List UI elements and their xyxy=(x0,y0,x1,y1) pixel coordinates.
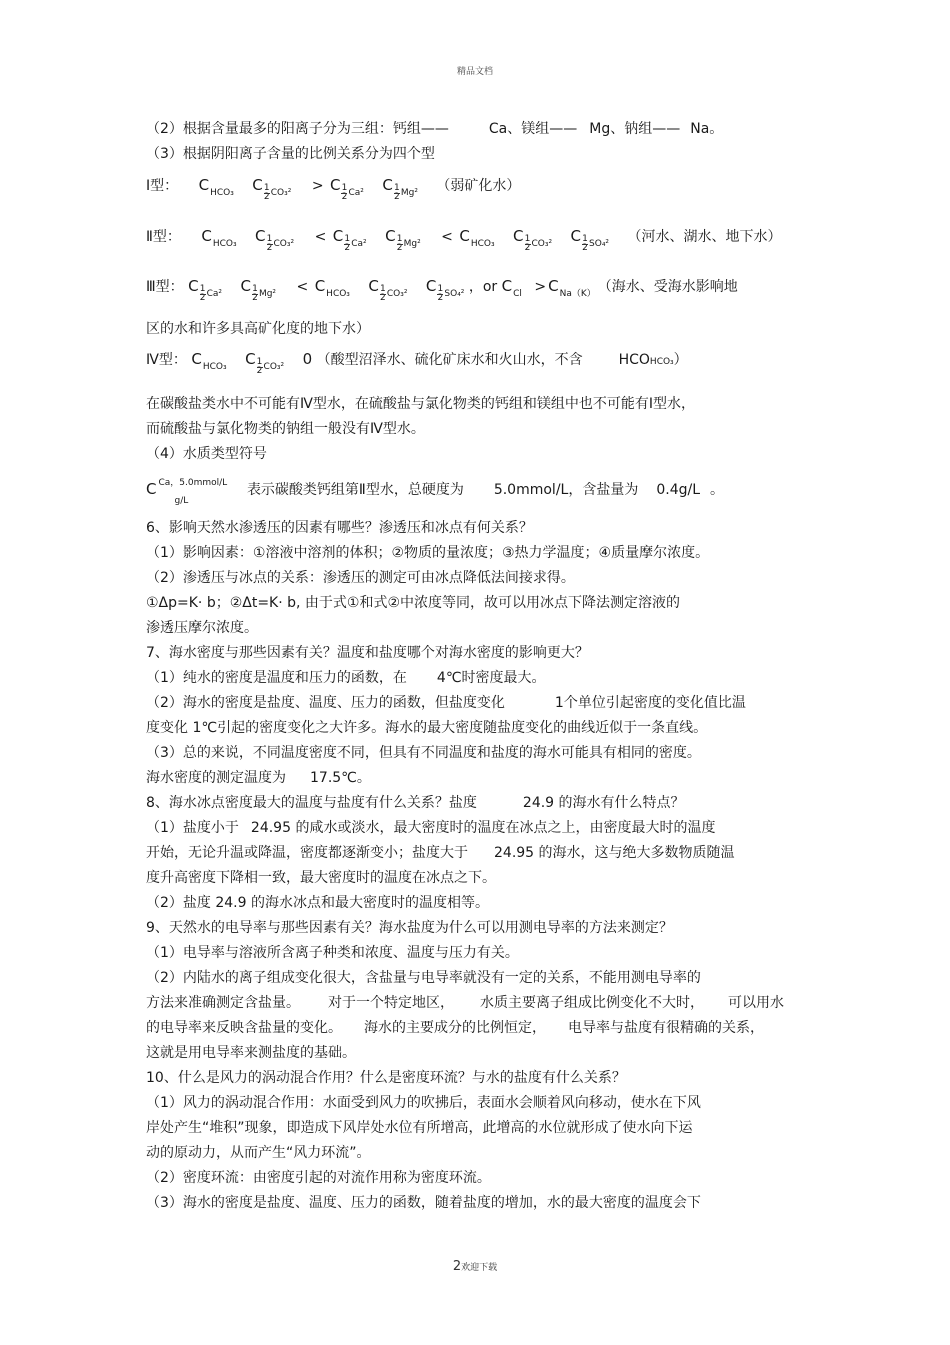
formula-glyph: 水质主要离子组成比例变化不大时， xyxy=(480,995,704,1011)
formula-glyph: 1 xyxy=(344,234,351,244)
operator: < xyxy=(441,229,453,245)
formula-term xyxy=(382,175,418,203)
formula-glyph: 2 xyxy=(379,293,386,303)
formula-glyph: 对于一个特定地区， xyxy=(328,995,454,1011)
text: 表示碳酸类钙组第Ⅱ型水，总硬度为 xyxy=(246,482,464,498)
formula-glyph: 1 xyxy=(393,183,400,193)
formula-glyph: C xyxy=(548,277,559,295)
q6-line-1: （1）影响因素：①溶液中溶剂的体积；②物质的量浓度；③热力学温度；④质量摩尔浓度。 xyxy=(146,545,710,561)
text: 。 xyxy=(710,482,725,498)
formula-glyph: 2 xyxy=(437,293,444,303)
text: 0 xyxy=(302,350,313,368)
question-9: 9、天然水的电导率与那些因素有关？海水盐度为什么可以用测电导率的方法来测定？ xyxy=(146,920,673,936)
formula-term xyxy=(333,226,367,254)
formula-glyph: 2 xyxy=(341,192,348,202)
para-3: （4）水质类型符号 xyxy=(146,446,267,462)
formula-glyph: HCO₃ xyxy=(212,239,237,249)
q7-line-5 xyxy=(146,768,371,788)
formula-glyph: C xyxy=(513,227,524,245)
formula-glyph: g/L xyxy=(174,496,189,506)
formula-glyph: 方法来准确测定含盐量。 xyxy=(146,995,300,1011)
formula-glyph: C xyxy=(425,277,437,295)
q7-line-2 xyxy=(146,693,746,713)
formula-glyph: （2）海水的密度是盐度、温度、压力的函数，但盐度变化 xyxy=(146,695,505,711)
formula-term xyxy=(571,226,610,254)
q9-line-5: 这就是用电导率来测盐度的基础。 xyxy=(146,1045,356,1061)
text: Mg、钠组—— xyxy=(589,121,681,137)
formula-glyph: C xyxy=(385,227,396,245)
formula-glyph: 1 xyxy=(341,183,348,193)
formula-glyph: C xyxy=(252,176,263,194)
q7-line-3: 度变化 1℃引起的密度变化之大许多。海水的最大密度随盐度变化的曲线近似于一条直线。 xyxy=(146,720,708,736)
type-label: Ⅲ型： xyxy=(146,279,184,295)
formula-glyph: 24.95 的咸水或淡水，最大密度时的温度在冰点之上，由密度最大时的温度 xyxy=(250,820,716,836)
type-note: （海水、受海水影响地 xyxy=(597,279,738,295)
text: 5.0mmol/L，含盐量为 xyxy=(493,482,639,498)
formula-glyph: C xyxy=(459,227,470,245)
formula-glyph: Cl xyxy=(513,289,522,299)
formula-glyph: 8、海水冰点密度最大的温度与盐度有什么关系？盐度 xyxy=(146,795,477,811)
type-label: Ⅱ型： xyxy=(146,229,181,245)
q10-line-5: （3）海水的密度是盐度、温度、压力的函数，随着盐度的增加，水的最大密度的温度会下 xyxy=(146,1195,701,1211)
question-8 xyxy=(146,793,685,813)
para-1: 在碳酸盐类水中不可能有Ⅳ型水，在硫酸盐与氯化物类的钙组和镁组中也不可能有Ⅰ型水， xyxy=(146,396,696,412)
q6-line-4: 渗透压摩尔浓度。 xyxy=(146,620,258,636)
formula-term xyxy=(252,175,291,203)
formula-glyph: 1 xyxy=(437,284,444,294)
q9-line-3 xyxy=(146,993,784,1013)
formula-glyph: 海水的主要成分的比例恒定， xyxy=(364,1020,546,1036)
formula-glyph: SO₄² xyxy=(444,289,465,299)
formula-glyph: Mg² xyxy=(258,289,277,299)
formula-glyph: SO₄² xyxy=(589,239,610,249)
operator: < xyxy=(314,229,327,245)
formula-glyph: 2 xyxy=(396,243,403,253)
text: ） xyxy=(673,352,688,368)
page-number: 2 xyxy=(452,1259,462,1274)
q8-line-4: （2）盐度 24.9 的海水冰点和最大密度时的温度相等。 xyxy=(146,895,489,911)
operator: > xyxy=(311,178,324,194)
formula-term xyxy=(459,226,494,254)
text: HCO xyxy=(618,352,650,368)
type-label: Ⅰ型： xyxy=(146,178,179,194)
formula-term xyxy=(426,276,465,304)
formula-glyph: 可以用水 xyxy=(728,995,784,1011)
formula-glyph: 海水密度的测定温度为 xyxy=(146,770,286,786)
formula-glyph: Ca² xyxy=(348,188,364,198)
formula-glyph: 2 xyxy=(263,192,270,202)
formula-glyph: C xyxy=(330,176,341,194)
q8-line-3: 度升高密度下降相一致，最大密度时的温度在冰点之下。 xyxy=(146,870,496,886)
type-label: Ⅳ型： xyxy=(146,352,187,368)
formula-glyph: 1 xyxy=(256,357,263,367)
q10-line-4: （2）密度环流：由密度引起的对流作用称为密度环流。 xyxy=(146,1170,491,1186)
formula-glyph: 1 xyxy=(396,234,403,244)
formula-glyph: C xyxy=(501,277,513,295)
footer-text: 欢迎下载 xyxy=(461,1263,498,1273)
q7-line-4: （3）总的来说，不同温度密度不同，但具有不同温度和盐度的海水可能具有相同的密度。 xyxy=(146,745,701,761)
text: Na。 xyxy=(690,121,724,137)
line-types: （3）根据阴阳离子含量的比例关系分为四个型 xyxy=(146,146,435,162)
q6-line-3: ①Δp=K· b；②Δt=K· b, 由于式①和式②中浓度等同，故可以用冰点下降法测定溶液的 xyxy=(146,595,681,611)
formula-glyph: 4℃时密度最大。 xyxy=(436,670,546,686)
formula-glyph: 17.5℃。 xyxy=(310,770,371,786)
text: Ca、镁组—— xyxy=(488,121,578,137)
formula-glyph: 2 xyxy=(256,366,263,376)
formula-term xyxy=(513,226,552,254)
line-groups xyxy=(146,119,723,139)
formula-glyph: C xyxy=(332,227,344,245)
formula-glyph: C xyxy=(191,350,202,368)
q9-line-1: （1）电导率与溶液所含离子种类和浓度、温度与压力有关。 xyxy=(146,945,519,961)
formula-glyph: Ca，5.0mmol/L xyxy=(158,478,228,488)
formula-term xyxy=(245,349,284,377)
type-1-formula xyxy=(146,175,520,203)
formula-glyph: CO₃² xyxy=(386,289,408,299)
formula-glyph: C xyxy=(570,227,582,245)
question-7: 7、海水密度与那些因素有关？温度和盐度哪个对海水密度的影响更大？ xyxy=(146,645,589,661)
formula-glyph: HCO₃ xyxy=(210,188,234,198)
formula-glyph: C xyxy=(198,176,210,194)
page-footer xyxy=(0,1259,950,1274)
symbol-indices xyxy=(156,478,242,506)
q10-line-3: 动的原动力，从而产生“风力环流”。 xyxy=(146,1145,371,1161)
formula-glyph: C xyxy=(245,350,256,368)
water-type-symbol-line xyxy=(146,478,725,506)
symbol-C: C xyxy=(146,480,157,498)
formula-glyph: 1 xyxy=(252,284,258,294)
formula-glyph: 2 xyxy=(344,243,351,253)
formula-glyph: 2 xyxy=(199,293,206,303)
formula-glyph: CO₃² xyxy=(531,239,553,249)
formula-term xyxy=(548,276,596,304)
q6-line-2: （2）渗透压与冰点的关系：渗透压的测定可由冰点降低法间接求得。 xyxy=(146,570,575,586)
q8-line-2 xyxy=(146,843,735,863)
formula-glyph: C xyxy=(240,277,251,295)
text: 0.4g/L xyxy=(656,482,701,498)
formula-term xyxy=(188,276,222,304)
formula-term xyxy=(368,276,407,304)
formula-glyph: 1 xyxy=(379,284,386,294)
type-3-formula xyxy=(146,276,738,304)
q10-line-1: （1）风力的涡动混合作用：水面受到风力的吹拂后，表面水会顺着风向移动，使水在下风 xyxy=(146,1095,701,1111)
q8-line-1 xyxy=(146,818,715,838)
formula-glyph: CO₃² xyxy=(273,239,295,249)
formula-glyph: C xyxy=(255,227,266,245)
q9-line-2: （2）内陆水的离子组成变化很大，含盐量与电导率就没有一定的关系，不能用测电导率的 xyxy=(146,970,701,986)
formula-glyph: C xyxy=(201,227,212,245)
type-note: （弱矿化水） xyxy=(436,178,521,194)
formula-glyph: 24.9 的海水有什么特点？ xyxy=(522,795,685,811)
formula-glyph: Mg² xyxy=(403,239,421,249)
formula-glyph: Mg² xyxy=(400,188,418,198)
formula-term xyxy=(199,175,234,203)
formula-glyph: 开始，无论升温或降温，密度都逐渐变小；盐度大于 xyxy=(146,845,468,861)
formula-glyph: 2 xyxy=(266,243,273,253)
formula-glyph: CO₃² xyxy=(270,188,292,198)
formula-glyph: 2 xyxy=(524,243,531,253)
formula-glyph: （1）纯水的密度是温度和压力的函数，在 xyxy=(146,670,407,686)
formula-glyph: 24.95 的海水，这与绝大多数物质随温 xyxy=(494,845,735,861)
formula-glyph: 2 xyxy=(582,243,588,253)
operator: > xyxy=(534,279,547,295)
text: HCO₃ xyxy=(649,357,674,367)
formula-glyph: HCO₃ xyxy=(470,239,495,249)
formula-term xyxy=(385,226,421,254)
formula-glyph: 1 xyxy=(263,183,270,193)
text: （2）根据含量最多的阳离子分为三组：钙组—— xyxy=(146,121,449,137)
formula-term xyxy=(191,349,226,377)
text: ，or xyxy=(468,279,498,295)
formula-glyph: 1 xyxy=(199,284,206,294)
question-10: 10、什么是风力的涡动混合作用？什么是密度环流？与水的盐度有什么关系？ xyxy=(146,1070,626,1086)
operator: < xyxy=(296,279,309,295)
formula-glyph: C xyxy=(368,277,379,295)
formula-glyph: 1 xyxy=(266,234,273,244)
formula-term xyxy=(502,276,522,304)
formula-glyph: CO₃² xyxy=(263,362,285,372)
q7-line-1 xyxy=(146,668,546,688)
formula-glyph: 1个单位引起密度的变化值比温 xyxy=(554,695,746,711)
formula-glyph: C xyxy=(188,277,199,295)
type-2-formula xyxy=(146,226,782,254)
formula-glyph: 的电导率来反映含盐量的变化。 xyxy=(146,1020,342,1036)
formula-glyph: C xyxy=(382,176,393,194)
type-4-formula xyxy=(146,349,688,377)
formula-term xyxy=(201,226,236,254)
formula-glyph: 电导率与盐度有很精确的关系， xyxy=(568,1020,764,1036)
formula-glyph: （1）盐度小于 xyxy=(146,820,239,836)
formula-glyph: Na（K） xyxy=(559,289,596,299)
type-note: （酸型沼泽水、硫化矿床水和火山水，不含 xyxy=(316,352,583,368)
formula-term xyxy=(315,276,350,304)
formula-term xyxy=(255,226,294,254)
formula-glyph: HCO₃ xyxy=(202,362,227,372)
type-note: （河水、湖水、地下水） xyxy=(627,229,782,245)
para-2: 而硫酸盐与氯化物类的钠组一般没有Ⅳ型水。 xyxy=(146,421,425,437)
page-header: 精品文档 xyxy=(456,67,493,77)
formula-glyph: C xyxy=(314,277,326,295)
q10-line-2: 岸处产生“堆积”现象，即造成下风岸处水位有所增高，此增高的水位就形成了使水向下运 xyxy=(146,1120,693,1136)
formula-glyph: HCO₃ xyxy=(326,289,350,299)
formula-term xyxy=(240,276,276,304)
formula-glyph: 1 xyxy=(582,234,588,244)
formula-glyph: 1 xyxy=(524,234,531,244)
type-3-note-cont: 区的水和许多具高矿化度的地下水） xyxy=(146,321,370,337)
formula-glyph: 2 xyxy=(393,192,400,202)
formula-term xyxy=(330,175,364,203)
q9-line-4 xyxy=(146,1018,764,1038)
formula-glyph: 2 xyxy=(252,293,258,303)
formula-glyph: Ca² xyxy=(206,289,223,299)
formula-glyph: Ca² xyxy=(351,239,367,249)
question-6: 6、影响天然水渗透压的因素有哪些？渗透压和冰点有何关系？ xyxy=(146,520,533,536)
